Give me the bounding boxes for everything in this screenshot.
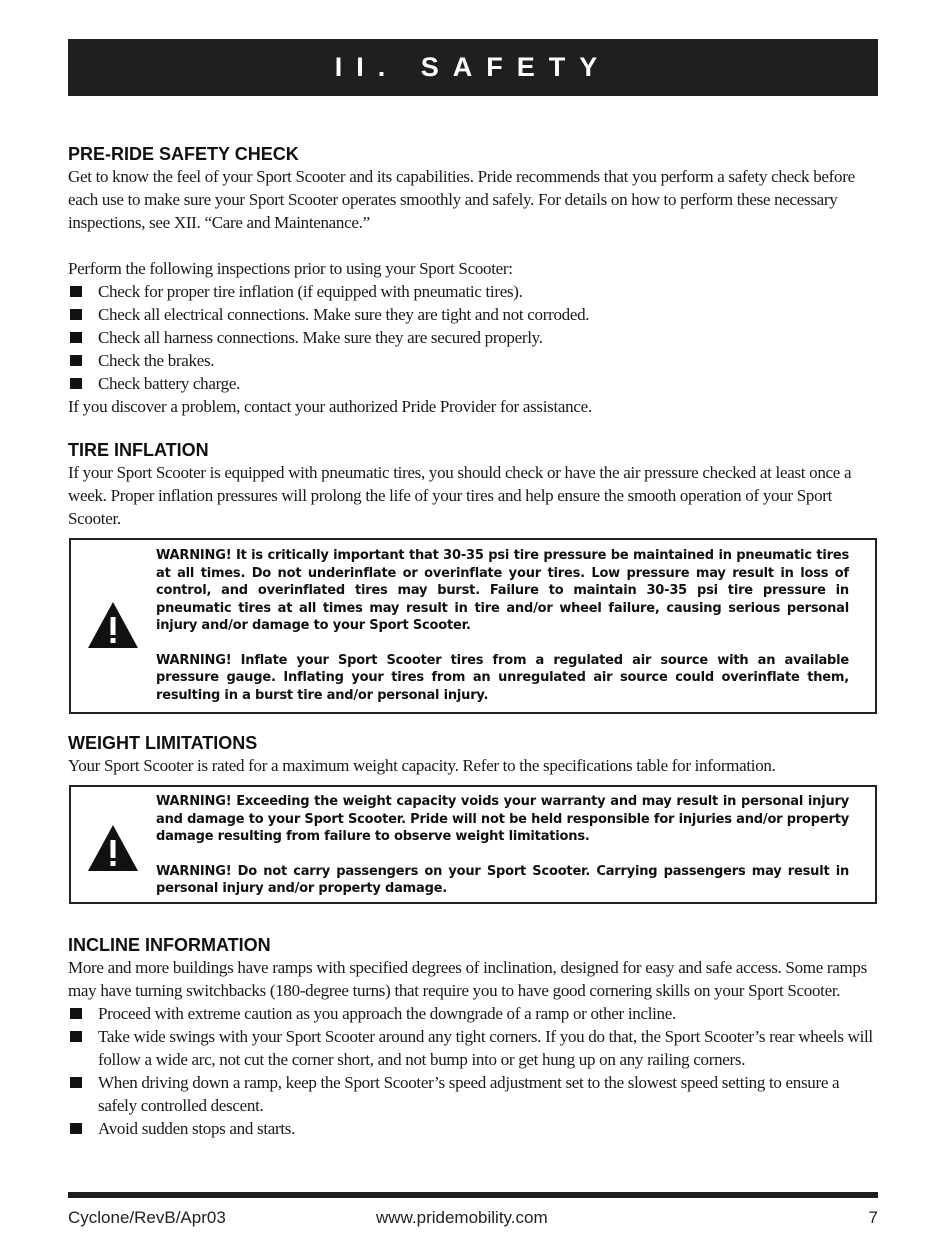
list-item: Check the brakes. [68, 349, 880, 372]
incline-heading: INCLINE INFORMATION [68, 935, 271, 955]
square-bullet-icon [70, 1077, 82, 1088]
tire-warning-box [69, 538, 877, 714]
tire-warning-1: WARNING! It is critically important that 30-35 psi tire pressure be maintained in pneumatic tires at all times. Do not underinflate or overinflate your tires. Low pressure may result in loss of control, and overinflated tires may burst. Failure to maintain 30-35 psi tire pressure in pneumatic tires at all times may result in tire and/or wheel failure, causing serious personal injury and/or damage to your Sport Scooter. [156, 548, 849, 633]
footer-page-number: 7 [868, 1208, 878, 1227]
square-bullet-icon [70, 1123, 82, 1134]
weight-body: Your Sport Scooter is rated for a maximum weight capacity. Refer to the specifications table for information. [68, 756, 776, 775]
weight-warning-2: WARNING! Do not carry passengers on your Sport Scooter. Carrying passengers may result in personal injury and/or property damage. [156, 863, 849, 896]
list-item: Check all electrical connections. Make sure they are tight and not corroded. [68, 303, 880, 326]
footer-rule [68, 1192, 878, 1198]
warning-triangle-icon [87, 824, 139, 872]
warning-triangle-icon [87, 601, 139, 649]
incline-section [68, 934, 880, 1140]
pre-ride-intro: Get to know the feel of your Sport Scooter and its capabilities. Pride recommends that you perform a safety check before each use to make sure your Sport Scooter operates smoothly and safely. For details on how to perform these necessary inspections, see XII. “Care and Maintenance.” [68, 167, 855, 232]
square-bullet-icon [70, 1008, 82, 1019]
tire-inflation-body: If your Sport Scooter is equipped with pneumatic tires, you should check or have the air pressure checked at least once a week. Proper inflation pressures will prolong the life of your tires and help ensure the smooth operation of your Sport Scooter. [68, 463, 852, 528]
footer-doc-code: Cyclone/RevB/Apr03 [68, 1208, 226, 1227]
incline-list [68, 1002, 880, 1140]
list-item: Avoid sudden stops and starts. [68, 1117, 880, 1140]
weight-heading: WEIGHT LIMITATIONS [68, 733, 258, 753]
weight-warning-box [69, 785, 877, 904]
list-item: Check battery charge. [68, 372, 880, 395]
square-bullet-icon [70, 355, 82, 366]
weight-warning-1: WARNING! Exceeding the weight capacity voids your warranty and may result in personal injury and damage to your Sport Scooter. Pride will not be held responsible for injuries and/or property damage resulting from failure to observe weight limitations. [156, 794, 849, 844]
list-item: Check for proper tire inflation (if equipped with pneumatic tires). [68, 280, 880, 303]
pre-ride-checklist [68, 280, 880, 395]
tire-warning-2: WARNING! Inflate your Sport Scooter tires from a regulated air source with an available pressure gauge. Inflating your tires from an unregulated air source could overinflate them, resulting in a burst tire and/or personal injury. [156, 652, 849, 703]
square-bullet-icon [70, 286, 82, 297]
incline-body: More and more buildings have ramps with specified degrees of inclination, designed for easy and safe access. Some ramps may have turning switchbacks (180-degree turns) that require you to have good cornering skills on your Sport Scooter. [68, 958, 867, 1000]
pre-ride-closing: If you discover a problem, contact your authorized Pride Provider for assistance. [68, 397, 592, 416]
list-item: Proceed with extreme caution as you approach the downgrade of a ramp or other incline. [68, 1002, 880, 1025]
footer-website: www.pridemobility.com [376, 1208, 548, 1227]
square-bullet-icon [70, 1031, 82, 1042]
weight-section [68, 732, 880, 777]
list-item: Check all harness connections. Make sure they are secured properly. [68, 326, 880, 349]
section-banner: II. SAFETY [68, 39, 878, 96]
tire-inflation-heading: TIRE INFLATION [68, 440, 209, 460]
pre-ride-lead: Perform the following inspections prior to using your Sport Scooter: [68, 259, 513, 278]
manual-page [68, 0, 880, 1241]
list-item: Take wide swings with your Sport Scooter around any tight corners. If you do that, the Sport Scooter’s rear wheels will follow a wide arc, not cut the corner short, and not bump into or get hung up on any railing corners. [68, 1025, 880, 1071]
pre-ride-heading: PRE-RIDE SAFETY CHECK [68, 144, 299, 164]
square-bullet-icon [70, 378, 82, 389]
square-bullet-icon [70, 332, 82, 343]
list-item: When driving down a ramp, keep the Sport Scooter’s speed adjustment set to the slowest speed setting to ensure a safely controlled descent. [68, 1071, 880, 1117]
tire-inflation-section [68, 439, 880, 530]
square-bullet-icon [70, 309, 82, 320]
pre-ride-section [68, 143, 880, 418]
